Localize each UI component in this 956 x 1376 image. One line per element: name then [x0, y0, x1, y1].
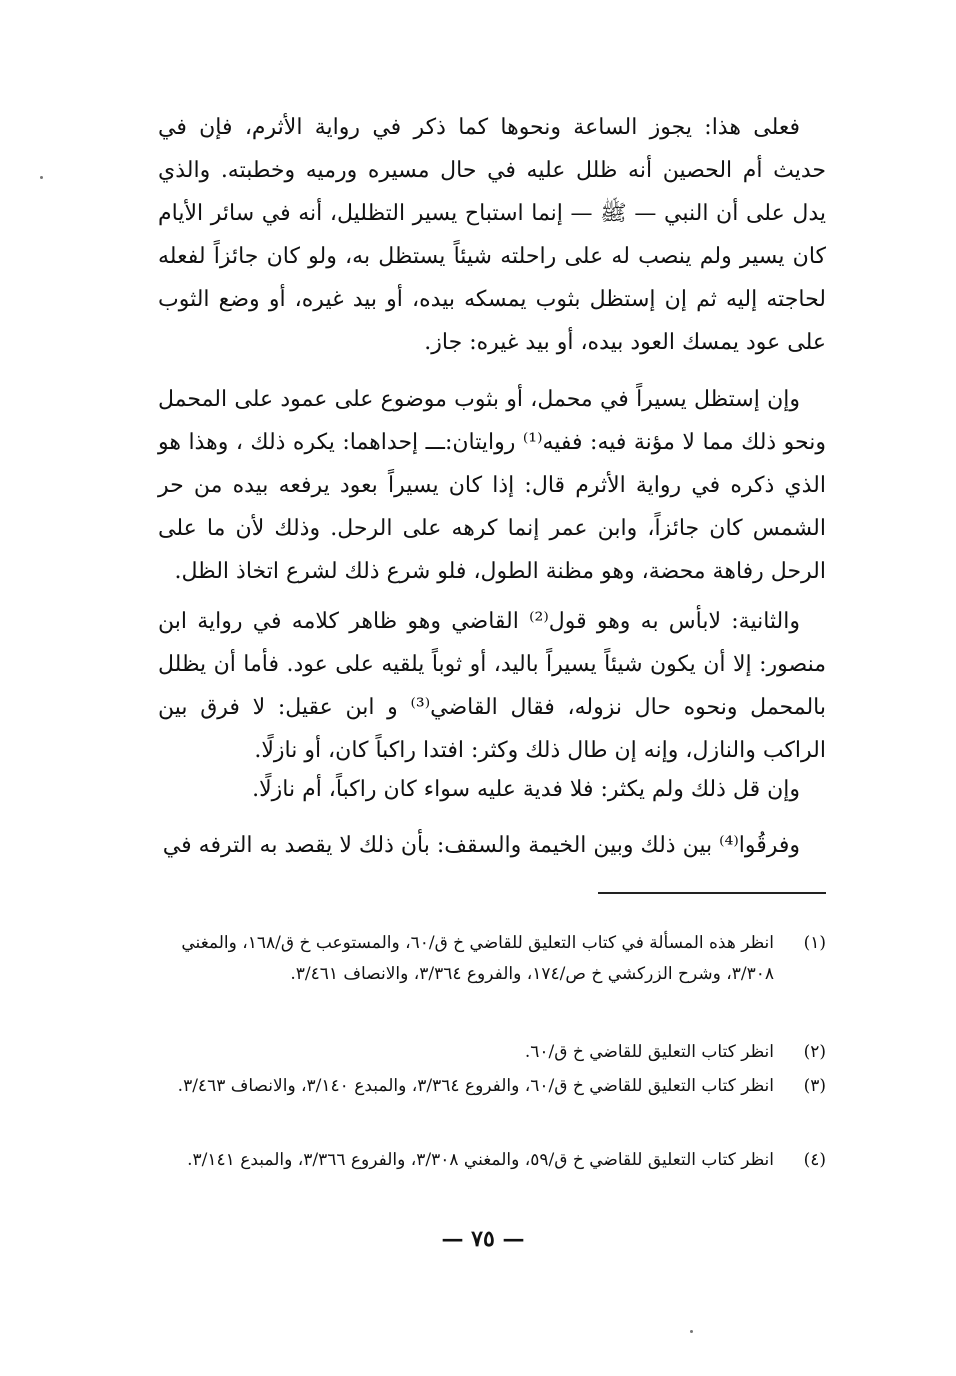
footnote-text: انظر هذه المسألة في كتاب التعليق للقاضي خ ق/٦٠، والمستوعب خ ق/١٦٨، والمغني ٣/٣٠٨، وشرح الزركشي خ ص/١٧٤، والفروع ٣/٣٦٤، والانصاف ٣/٤٦١.	[181, 933, 774, 984]
footnote-number: (٢)	[803, 1042, 826, 1062]
scan-speck	[690, 1330, 693, 1333]
page-number: — ٧٥ —	[441, 1226, 525, 1252]
footnote-separator	[598, 892, 826, 894]
paragraph-3: والثانية: لابأس به وهو قول⁽²⁾ القاضي وهو ظاهر كلامه في رواية ابن منصور: إلا أن يكون شيئاً يسيراً باليد، أو ثوباً يلقيه على عود. فأما أن يظلل بالمحمل ونحوه حال نزوله، فقال القاضي⁽³⁾ و ابن عقيل: لا فرق بين الراكب والنازل، وإنه إن طال ذلك وكثر: افتدا راكباً كان، أو نازلًا.	[158, 609, 826, 763]
footnote-3	[158, 1071, 826, 1102]
paragraph-1: فعلى هذا: يجوز الساعة ونحوها كما ذكر في رواية الأثرم، فإن في حديث أم الحصين أنه ظلل عليه في حال مسيره ورميه وخطبته. والذي يدل على أن النبي — ﷺ — إنما استباح يسير التظليل، أنه في سائر الأيام كان يسير ولم ينصب له على راحلته شيئاً يستظل به، ولو كان جائزاً لفعله لحاجته إليه ثم إن إستظل بثوب يمسكه بيده، أو بيد غيره، أو وضع الثوب على عود يمسك العود بيده، أو بيد غيره: جاز.	[158, 115, 827, 355]
paragraph-5: وفرقُوا⁽⁴⁾ بين ذلك وبين الخيمة والسقف: بأن ذلك لا يقصد به الترفه في	[162, 833, 800, 858]
footnote-text: انظر كتاب التعليق للقاضي خ ق/٦٠، والفروع ٣/٣٦٤، والمبدع ٣/١٤٠، والانصاف ٣/٤٦٣.	[177, 1076, 774, 1096]
footnote-2	[158, 1037, 826, 1068]
footnote-number: (٣)	[803, 1076, 826, 1096]
scan-speck	[40, 176, 43, 179]
footnote-number: (٤)	[803, 1150, 826, 1170]
paragraph-2: وإن إستظل يسيراً في محمل، أو بثوب موضوع على عمود على المحمل ونحو ذلك مما لا مؤنة فيه: ففيه⁽¹⁾ روايتان:ـــ إحداهما: يكره ذلك ، وهذا هو الذي ذكره في رواية الأثرم قال: إذا كان يسيراً بعود يرفعه بيده من حر الشمس كان جائزاً، وابن عمر إنما كرهه على الرحل. وذلك لأن ما على الرحل رفاهة محضة، وهو مظنة الطول، فلو شرع ذلك لشرع اتخاذ الظل.	[158, 387, 826, 584]
footnote-1	[158, 928, 826, 990]
paragraph-4: وإن قل ذلك ولم يكثر: فلا فدية عليه سواء كان راكباً، أم نازلًا.	[252, 777, 800, 802]
footnote-number: (١)	[803, 933, 826, 953]
footnote-text: انظر كتاب التعليق للقاضي خ ق/٦٠.	[524, 1042, 774, 1062]
footnote-text: انظر كتاب التعليق للقاضي خ ق/٥٩، والمغني ٣/٣٠٨، والفروع ٣/٣٦٦، والمبدع ٣/١٤١.	[187, 1150, 774, 1170]
footnote-4	[158, 1145, 826, 1176]
